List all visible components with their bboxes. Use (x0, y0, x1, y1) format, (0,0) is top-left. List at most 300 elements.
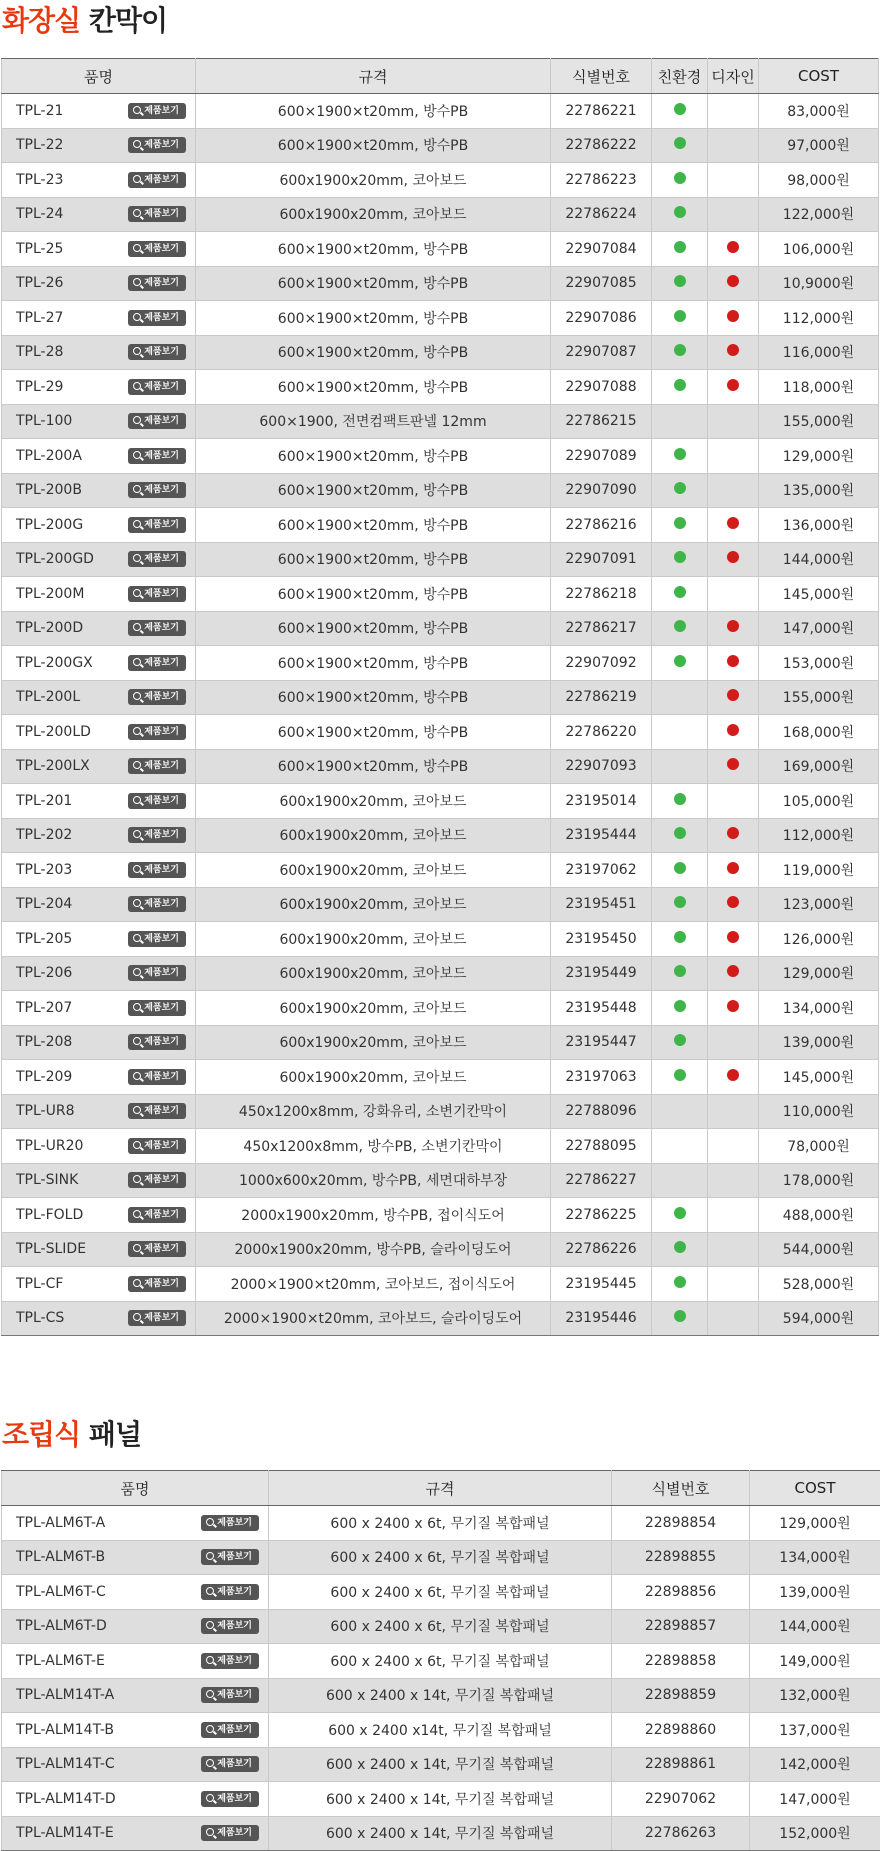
id-cell: 22786227 (551, 1163, 652, 1198)
view-product-button[interactable] (128, 1069, 186, 1085)
cost-cell: 168,000원 (759, 715, 879, 750)
eco-dot-icon (674, 551, 686, 563)
design-cell (708, 1163, 759, 1198)
design-dot-icon (727, 551, 739, 563)
view-product-button[interactable] (128, 689, 186, 705)
eco-cell (652, 1232, 708, 1267)
spec-cell: 600x1900x20mm, 코아보드 (196, 818, 551, 853)
eco-cell (652, 1129, 708, 1164)
design-cell (708, 818, 759, 853)
product-name-cell (2, 94, 196, 129)
view-product-label: 제품보기 (144, 865, 179, 875)
view-product-label: 제품보기 (144, 313, 179, 323)
view-product-button[interactable] (128, 586, 186, 602)
magnifier-icon (133, 865, 141, 873)
table-row (2, 818, 879, 853)
magnifier-icon (133, 589, 141, 597)
product-name: TPL-200GD (16, 551, 94, 567)
product-name-cell (2, 404, 196, 439)
cost-cell: 147,000원 (750, 1782, 880, 1817)
product-name: TPL-200GX (16, 655, 93, 671)
view-product-label: 제품보기 (144, 1072, 179, 1082)
table-row (2, 749, 879, 784)
eco-dot-icon (674, 1069, 686, 1081)
product-name-cell (2, 749, 196, 784)
cost-cell: 97,000원 (759, 128, 879, 163)
table-row (2, 508, 879, 543)
product-name-cell (2, 577, 196, 612)
eco-cell (652, 370, 708, 405)
view-product-button[interactable] (201, 1791, 259, 1807)
spec-cell: 2000×1900×t20mm, 코아보드, 슬라이딩도어 (196, 1301, 551, 1336)
cost-cell: 136,000원 (759, 508, 879, 543)
spec-cell: 600×1900×t20mm, 방수PB (196, 232, 551, 267)
table-row (2, 94, 879, 129)
spec-cell: 600×1900×t20mm, 방수PB (196, 370, 551, 405)
product-name-cell (2, 1644, 269, 1679)
table-row (2, 991, 879, 1026)
spec-cell: 600 x 2400 x 6t, 무기질 복합패널 (269, 1506, 612, 1541)
view-product-label: 제품보기 (144, 1279, 179, 1289)
view-product-button[interactable] (128, 655, 186, 671)
view-product-button[interactable] (201, 1584, 259, 1600)
cost-cell: 147,000원 (759, 611, 879, 646)
magnifier-icon (133, 313, 141, 321)
magnifier-icon (206, 1725, 214, 1733)
table-row (2, 1094, 879, 1129)
table-row (2, 715, 879, 750)
view-product-button[interactable] (128, 551, 186, 567)
view-product-label: 제품보기 (217, 1587, 252, 1597)
cost-cell: 145,000원 (759, 1060, 879, 1095)
view-product-button[interactable] (128, 172, 186, 188)
spec-cell: 600×1900×t20mm, 방수PB (196, 715, 551, 750)
view-product-button[interactable] (128, 482, 186, 498)
table-header-row (2, 1471, 880, 1506)
view-product-button[interactable] (128, 448, 186, 464)
eco-dot-icon (674, 448, 686, 460)
id-cell: 22907093 (551, 749, 652, 784)
table-row (2, 577, 879, 612)
design-cell (708, 991, 759, 1026)
eco-cell (652, 611, 708, 646)
view-product-label: 제품보기 (217, 1759, 252, 1769)
view-product-button[interactable] (128, 344, 186, 360)
id-cell: 22907092 (551, 646, 652, 681)
spec-cell: 600x1900x20mm, 코아보드 (196, 163, 551, 198)
design-dot-icon (727, 689, 739, 701)
cost-cell: 134,000원 (750, 1540, 880, 1575)
spec-cell: 600x1900x20mm, 코아보드 (196, 784, 551, 819)
table-row (2, 1163, 879, 1198)
product-name: TPL-207 (16, 1000, 72, 1016)
header-id: 식별번호 (551, 59, 652, 94)
section-title-partitions: 화장실 칸막이 (2, 7, 167, 35)
cost-cell: 149,000원 (750, 1644, 880, 1679)
view-product-button[interactable] (128, 1138, 186, 1154)
eco-dot-icon (674, 1207, 686, 1219)
view-product-button[interactable] (128, 1103, 186, 1119)
eco-cell (652, 266, 708, 301)
design-cell (708, 1129, 759, 1164)
product-name: TPL-29 (16, 379, 63, 395)
view-product-button[interactable] (201, 1825, 259, 1841)
magnifier-icon (206, 1794, 214, 1802)
product-name-cell (2, 887, 196, 922)
spec-cell: 600x1900x20mm, 코아보드 (196, 991, 551, 1026)
product-name-cell (2, 680, 196, 715)
cost-cell: 105,000원 (759, 784, 879, 819)
view-product-button[interactable] (201, 1618, 259, 1634)
product-name-cell (2, 197, 196, 232)
product-name-cell (2, 818, 196, 853)
design-cell (708, 1301, 759, 1336)
section-title-panels: 조립식 패널 (2, 1421, 141, 1449)
view-product-button[interactable] (201, 1722, 259, 1738)
view-product-label: 제품보기 (217, 1552, 252, 1562)
eco-cell (652, 232, 708, 267)
view-product-button[interactable] (201, 1549, 259, 1565)
id-cell: 22898861 (612, 1747, 750, 1782)
view-product-label: 제품보기 (217, 1828, 252, 1838)
magnifier-icon (133, 520, 141, 528)
table-row (2, 542, 879, 577)
product-name: TPL-25 (16, 241, 63, 257)
magnifier-icon (133, 934, 141, 942)
product-name: TPL-203 (16, 862, 72, 878)
table-row (2, 1782, 880, 1817)
table-row (2, 1575, 880, 1610)
table-row (2, 1060, 879, 1095)
product-name: TPL-200G (16, 517, 83, 533)
product-name-cell (2, 1301, 196, 1336)
view-product-button[interactable] (128, 758, 186, 774)
product-name: TPL-202 (16, 827, 72, 843)
product-name: TPL-ALM14T-B (16, 1722, 114, 1738)
view-product-label: 제품보기 (217, 1725, 252, 1735)
eco-cell (652, 1198, 708, 1233)
magnifier-icon (133, 278, 141, 286)
view-product-button[interactable] (128, 620, 186, 636)
spec-cell: 600×1900×t20mm, 방수PB (196, 646, 551, 681)
table-row (2, 1198, 879, 1233)
view-product-label: 제품보기 (144, 899, 179, 909)
view-product-button[interactable] (128, 1207, 186, 1223)
spec-cell: 1000x600x20mm, 방수PB, 세면대하부장 (196, 1163, 551, 1198)
eco-dot-icon (674, 827, 686, 839)
spec-cell: 2000x1900x20mm, 방수PB, 슬라이딩도어 (196, 1232, 551, 1267)
eco-cell (652, 197, 708, 232)
view-product-button[interactable] (128, 413, 186, 429)
spec-cell: 600 x 2400 x 14t, 무기질 복합패널 (269, 1747, 612, 1782)
design-cell (708, 1232, 759, 1267)
view-product-button[interactable] (128, 1000, 186, 1016)
product-name-cell (2, 1232, 196, 1267)
product-name: TPL-ALM6T-C (16, 1584, 106, 1600)
magnifier-icon (133, 830, 141, 838)
cost-cell: 78,000원 (759, 1129, 879, 1164)
cost-cell: 126,000원 (759, 922, 879, 957)
product-name: TPL-206 (16, 965, 72, 981)
design-cell (708, 301, 759, 336)
view-product-button[interactable] (128, 896, 186, 912)
table-row (2, 1267, 879, 1302)
view-product-button[interactable] (128, 206, 186, 222)
product-name: TPL-27 (16, 310, 63, 326)
spec-cell: 600x1900x20mm, 코아보드 (196, 1060, 551, 1095)
table-row (2, 1678, 880, 1713)
view-product-label: 제품보기 (144, 761, 179, 771)
view-product-button[interactable] (128, 1310, 186, 1326)
spec-cell: 450x1200x8mm, 강화유리, 소변기칸막이 (196, 1094, 551, 1129)
product-name: TPL-21 (16, 103, 63, 119)
view-product-button[interactable] (201, 1515, 259, 1531)
cost-cell: 132,000원 (750, 1678, 880, 1713)
design-cell (708, 266, 759, 301)
product-name: TPL-UR8 (16, 1103, 74, 1119)
view-product-label: 제품보기 (144, 623, 179, 633)
product-name-cell (2, 163, 196, 198)
eco-cell (652, 922, 708, 957)
design-dot-icon (727, 275, 739, 287)
design-cell (708, 611, 759, 646)
cost-cell: 139,000원 (759, 1025, 879, 1060)
id-cell: 22898855 (612, 1540, 750, 1575)
cost-cell: 10,9000원 (759, 266, 879, 301)
cost-cell: 98,000원 (759, 163, 879, 198)
id-cell: 22907086 (551, 301, 652, 336)
view-product-button[interactable] (128, 137, 186, 153)
view-product-button[interactable] (128, 275, 186, 291)
id-cell: 23195451 (551, 887, 652, 922)
spec-cell: 600×1900×t20mm, 방수PB (196, 473, 551, 508)
cost-cell: 135,000원 (759, 473, 879, 508)
view-product-label: 제품보기 (144, 520, 179, 530)
eco-dot-icon (674, 137, 686, 149)
product-name-cell (2, 1678, 269, 1713)
table-row (2, 197, 879, 232)
design-dot-icon (727, 655, 739, 667)
id-cell: 23195449 (551, 956, 652, 991)
product-name: TPL-200D (16, 620, 83, 636)
magnifier-icon (133, 1141, 141, 1149)
eco-cell (652, 508, 708, 543)
eco-cell (652, 542, 708, 577)
header-spec: 규격 (269, 1471, 612, 1506)
magnifier-icon (133, 416, 141, 424)
magnifier-icon (133, 451, 141, 459)
eco-cell (652, 853, 708, 888)
view-product-button[interactable] (128, 1276, 186, 1292)
id-cell: 23195014 (551, 784, 652, 819)
table-row (2, 128, 879, 163)
id-cell: 22898857 (612, 1609, 750, 1644)
view-product-button[interactable] (128, 1172, 186, 1188)
product-name-cell (2, 335, 196, 370)
view-product-label: 제품보기 (144, 1244, 179, 1254)
product-name-cell (2, 1575, 269, 1610)
table-row (2, 1713, 880, 1748)
eco-cell (652, 1094, 708, 1129)
view-product-label: 제품보기 (144, 589, 179, 599)
view-product-button[interactable] (128, 862, 186, 878)
id-cell: 22907087 (551, 335, 652, 370)
id-cell: 22898856 (612, 1575, 750, 1610)
product-name: TPL-201 (16, 793, 72, 809)
product-name: TPL-ALM6T-D (16, 1618, 107, 1634)
table-row (2, 887, 879, 922)
design-cell (708, 749, 759, 784)
product-name: TPL-ALM14T-E (16, 1825, 114, 1841)
eco-dot-icon (674, 517, 686, 529)
design-dot-icon (727, 758, 739, 770)
view-product-button[interactable] (128, 310, 186, 326)
eco-dot-icon (674, 931, 686, 943)
table-row (2, 680, 879, 715)
table-row (2, 1506, 880, 1541)
design-dot-icon (727, 965, 739, 977)
product-name-cell (2, 1747, 269, 1782)
magnifier-icon (206, 1552, 214, 1560)
spec-cell: 600×1900×t20mm, 방수PB (196, 266, 551, 301)
view-product-label: 제품보기 (144, 727, 179, 737)
view-product-button[interactable] (128, 1241, 186, 1257)
view-product-button[interactable] (128, 724, 186, 740)
view-product-button[interactable] (128, 965, 186, 981)
view-product-label: 제품보기 (144, 1175, 179, 1185)
id-cell: 23197063 (551, 1060, 652, 1095)
view-product-label: 제품보기 (144, 347, 179, 357)
design-cell (708, 542, 759, 577)
product-name: TPL-FOLD (16, 1207, 83, 1223)
product-name: TPL-ALM6T-E (16, 1653, 105, 1669)
magnifier-icon (133, 692, 141, 700)
design-dot-icon (727, 310, 739, 322)
product-name-cell (2, 1060, 196, 1095)
eco-cell (652, 301, 708, 336)
design-cell (708, 1267, 759, 1302)
magnifier-icon (133, 485, 141, 493)
design-dot-icon (727, 517, 739, 529)
magnifier-icon (133, 1003, 141, 1011)
product-name: TPL-200LD (16, 724, 91, 740)
product-name-cell (2, 128, 196, 163)
table-row (2, 1129, 879, 1164)
product-name-cell (2, 611, 196, 646)
design-cell (708, 508, 759, 543)
eco-cell (652, 473, 708, 508)
view-product-button[interactable] (128, 379, 186, 395)
product-name: TPL-200B (16, 482, 82, 498)
cost-cell: 112,000원 (759, 818, 879, 853)
product-name-cell (2, 715, 196, 750)
magnifier-icon (133, 1244, 141, 1252)
view-product-button[interactable] (128, 793, 186, 809)
product-name-cell (2, 1506, 269, 1541)
magnifier-icon (206, 1828, 214, 1836)
view-product-button[interactable] (201, 1756, 259, 1772)
view-product-button[interactable] (201, 1687, 259, 1703)
table-row (2, 922, 879, 957)
id-cell: 22907062 (612, 1782, 750, 1817)
design-cell (708, 473, 759, 508)
product-name-cell (2, 1713, 269, 1748)
spec-cell: 600×1900×t20mm, 방수PB (196, 439, 551, 474)
magnifier-icon (133, 658, 141, 666)
product-name: TPL-CF (16, 1276, 63, 1292)
view-product-button[interactable] (128, 103, 186, 119)
spec-cell: 600 x 2400 x 6t, 무기질 복합패널 (269, 1644, 612, 1679)
magnifier-icon (133, 1037, 141, 1045)
product-name: TPL-100 (16, 413, 72, 429)
eco-dot-icon (674, 1000, 686, 1012)
view-product-button[interactable] (201, 1653, 259, 1669)
product-name: TPL-204 (16, 896, 72, 912)
cost-cell: 153,000원 (759, 646, 879, 681)
cost-cell: 152,000원 (750, 1816, 880, 1851)
id-cell: 22898860 (612, 1713, 750, 1748)
cost-cell: 129,000원 (759, 956, 879, 991)
cost-cell: 122,000원 (759, 197, 879, 232)
magnifier-icon (133, 1072, 141, 1080)
view-product-label: 제품보기 (144, 175, 179, 185)
spec-cell: 600×1900×t20mm, 방수PB (196, 128, 551, 163)
magnifier-icon (133, 727, 141, 735)
view-product-button[interactable] (128, 827, 186, 843)
magnifier-icon (206, 1690, 214, 1698)
design-cell (708, 646, 759, 681)
view-product-label: 제품보기 (144, 968, 179, 978)
product-name: TPL-SINK (16, 1172, 78, 1188)
view-product-label: 제품보기 (144, 554, 179, 564)
view-product-button[interactable] (128, 517, 186, 533)
spec-cell: 600×1900, 전면컴팩트판넬 12mm (196, 404, 551, 439)
table-row (2, 1816, 880, 1851)
view-product-button[interactable] (128, 1034, 186, 1050)
spec-cell: 600×1900×t20mm, 방수PB (196, 577, 551, 612)
magnifier-icon (133, 140, 141, 148)
spec-cell: 600x1900x20mm, 코아보드 (196, 197, 551, 232)
view-product-label: 제품보기 (144, 692, 179, 702)
eco-cell (652, 646, 708, 681)
table-row (2, 1301, 879, 1336)
magnifier-icon (133, 554, 141, 562)
product-name: TPL-CS (16, 1310, 64, 1326)
id-cell: 22786225 (551, 1198, 652, 1233)
table-row (2, 1025, 879, 1060)
product-name: TPL-200A (16, 448, 82, 464)
cost-cell: 110,000원 (759, 1094, 879, 1129)
cost-cell: 118,000원 (759, 370, 879, 405)
design-cell (708, 404, 759, 439)
product-name-cell (2, 922, 196, 957)
id-cell: 22907088 (551, 370, 652, 405)
id-cell: 23195450 (551, 922, 652, 957)
id-cell: 22786216 (551, 508, 652, 543)
spec-cell: 2000×1900×t20mm, 코아보드, 접이식도어 (196, 1267, 551, 1302)
id-cell: 22788096 (551, 1094, 652, 1129)
view-product-button[interactable] (128, 931, 186, 947)
magnifier-icon (206, 1518, 214, 1526)
magnifier-icon (133, 1175, 141, 1183)
product-name-cell (2, 508, 196, 543)
spec-cell: 600 x 2400 x 14t, 무기질 복합패널 (269, 1678, 612, 1713)
view-product-button[interactable] (128, 241, 186, 257)
view-product-label: 제품보기 (144, 382, 179, 392)
eco-dot-icon (674, 586, 686, 598)
id-cell: 22786221 (551, 94, 652, 129)
cost-cell: 123,000원 (759, 887, 879, 922)
